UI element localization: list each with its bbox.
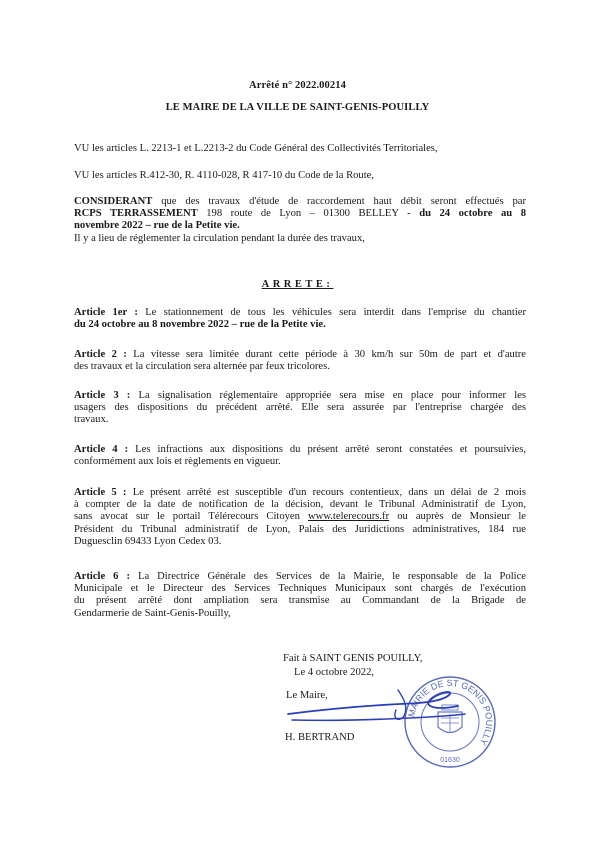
- article-3-line-2: usagers des dispositions du précédent arrêté. Elle sera assurée par l'entreprise chargée des: [74, 402, 526, 414]
- article-2-line-1: [74, 349, 526, 361]
- stamp-postcode: 01630: [440, 757, 460, 764]
- article-2-text: La vitesse sera limitée durant cette période à 30 km/h sur 50m de part et d'autre: [133, 349, 526, 360]
- article-5-label: Article 5 :: [74, 487, 127, 498]
- signature-date: Le 4 octobre 2022,: [294, 667, 375, 678]
- article-5: [74, 487, 526, 548]
- article-2: [74, 349, 526, 373]
- considerant-text-1: que des travaux d'étude de raccordement haut débit seront effectués par: [161, 196, 526, 207]
- signature-title: Le Maire,: [286, 690, 328, 701]
- signature-place: Fait à SAINT GENIS POUILLY,: [283, 653, 423, 664]
- article-1: [74, 307, 526, 331]
- article-3-line-3: travaux.: [74, 414, 109, 426]
- article-6-label: Article 6 :: [74, 571, 130, 582]
- telerecours-link[interactable]: www.telerecours.fr: [308, 511, 390, 523]
- article-2-label: Article 2 :: [74, 349, 127, 360]
- article-4-label: Article 4 :: [74, 444, 129, 455]
- signature-name: H. BERTRAND: [285, 732, 355, 743]
- article-6-line-4: Gendarmerie de Saint-Genis-Pouilly,: [74, 607, 231, 619]
- article-6-line-2: Municipale et le Directeur des Services Techniques Municipaux sont chargés de l'exécution: [74, 583, 526, 595]
- article-5-line-4: Président du Tribunal administratif de Lyon, Palais des Juridictions administratives, 184 rue: [74, 523, 526, 535]
- stamp-text: MAIRIE DE ST GENIS POUILLY: [406, 677, 495, 747]
- article-1-line-2: [74, 319, 526, 331]
- considerant-line-2: [74, 208, 526, 220]
- article-5-line-2: à compter de la date de notification de la décision, devant le Tribunal Administratif de Lyon,: [74, 499, 526, 511]
- article-5-line-5: Duguesclin 69433 Lyon Cedex 03.: [74, 535, 222, 547]
- article-1-label: Article 1er :: [74, 307, 138, 318]
- article-5-text-post-link: ou auprès de Monsieur le: [397, 511, 526, 523]
- article-5-line-1: [74, 487, 526, 499]
- arrete-heading: ARRETE:: [261, 279, 334, 290]
- article-4-line-1: [74, 444, 526, 456]
- article-1-dates: du 24 octobre au 8 novembre 2022 – rue de la Petite vie.: [74, 319, 326, 331]
- considerant-line-3: [74, 220, 526, 232]
- article-6-line-3: du présent arrêté dont ampliation sera transmise au Commandant de la Brigade de: [74, 595, 526, 607]
- company-name: RCPS TERRASSEMENT: [74, 208, 198, 220]
- considerant-line-1: [74, 196, 526, 208]
- article-3-text: La signalisation réglementaire appropriée sera mise en place pour informer les: [138, 390, 527, 401]
- article-2-line-2: des travaux et la circulation sera alternée par feux tricolores.: [74, 361, 330, 373]
- article-5-text-pre-link: sans avocat sur le portail Télérecours Citoyen: [74, 511, 300, 523]
- company-address: 198 route de Lyon – 01300 BELLEY -: [206, 208, 411, 220]
- article-4: [74, 444, 526, 468]
- works-dates-start: du 24 octobre au 8: [419, 208, 527, 220]
- handwritten-signature: [280, 680, 470, 735]
- article-3-label: Article 3 :: [74, 390, 131, 401]
- considerant-paragraph: [74, 196, 526, 245]
- arrete-number: Arrêté n° 2022.00214: [249, 80, 346, 91]
- works-dates-end: novembre 2022 – rue de la Petite vie.: [74, 220, 240, 232]
- considerant-keyword: CONSIDERANT: [74, 196, 153, 207]
- article-3: [74, 390, 526, 427]
- considerant-line-4: Il y a lieu de réglementer la circulation pendant la durée des travaux,: [74, 232, 365, 244]
- article-1-text: Le stationnement de tous les véhicules sera interdit dans l'emprise du chantier: [145, 307, 526, 318]
- vu-line-2: VU les articles R.412-30, R. 4110-028, R 417-10 du Code de la Route,: [74, 170, 375, 181]
- article-6-line-1: [74, 571, 526, 583]
- article-4-text: Les infractions aux dispositions du présent arrêté seront constatées et poursuivies,: [135, 444, 527, 455]
- vu-paragraph-1: [74, 143, 526, 155]
- vu-line-1: VU les articles L. 2213-1 et L.2213-2 du Code Général des Collectivités Territoriales,: [74, 143, 438, 154]
- article-6-text: La Directrice Générale des Services de la Mairie, le responsable de la Police: [137, 571, 526, 582]
- article-3-line-1: [74, 390, 526, 402]
- article-5-text: Le présent arrêté est susceptible d'un recours contentieux, dans un délai de 2 mois: [132, 487, 526, 498]
- article-5-line-3: [74, 511, 526, 523]
- article-1-line-1: [74, 307, 526, 319]
- vu-paragraph-2: [74, 170, 526, 182]
- authority-title: LE MAIRE DE LA VILLE DE SAINT-GENIS-POUILLY: [165, 102, 430, 113]
- article-4-line-2: conformément aux lois et règlements en vigueur.: [74, 456, 281, 468]
- article-6: [74, 571, 526, 620]
